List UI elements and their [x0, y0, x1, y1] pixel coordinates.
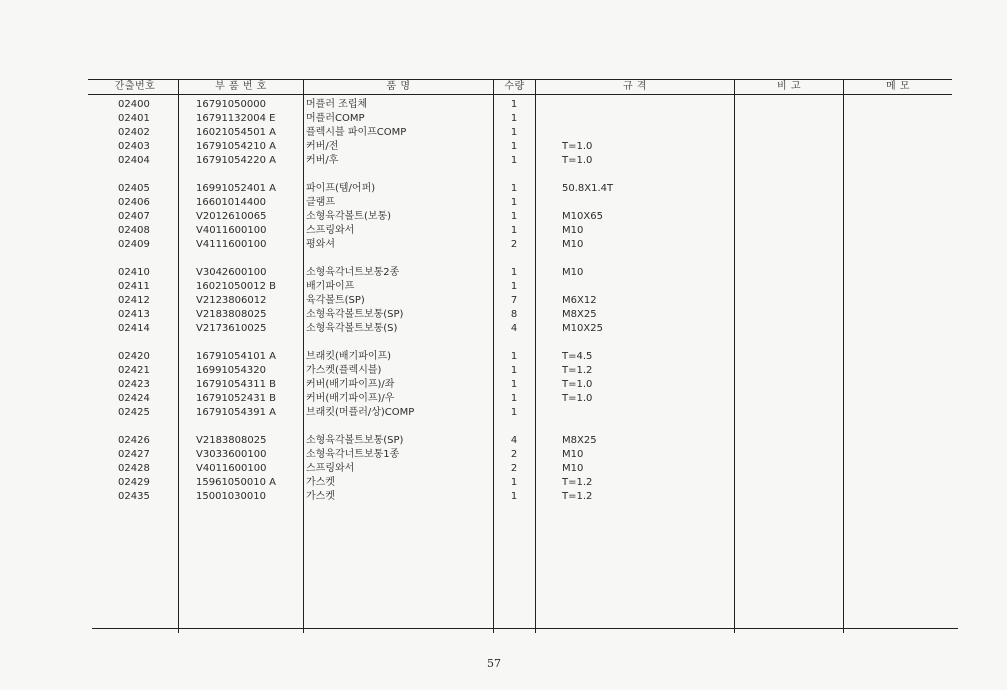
table-bottom-line [92, 628, 958, 629]
cell-code: 02401 [118, 113, 150, 124]
table-row [0, 210, 1007, 224]
cell-part-name: 브래킷(배기파이프) [306, 351, 392, 362]
header-memo: 메 모 [886, 81, 910, 92]
cell-code: 02421 [118, 365, 150, 376]
cell-code: 02426 [118, 435, 150, 446]
header-remark: 비 고 [777, 81, 801, 92]
cell-code: 02424 [118, 393, 150, 404]
cell-spec: T=1.0 [562, 155, 593, 166]
header-spec: 규 격 [623, 81, 647, 92]
cell-quantity: 1 [510, 141, 518, 152]
cell-quantity: 7 [510, 295, 518, 306]
cell-code: 02410 [118, 267, 150, 278]
cell-code: 02435 [118, 491, 150, 502]
cell-code: 02407 [118, 211, 150, 222]
cell-part-number: 16991054320 [196, 365, 266, 376]
header-part-no: 부 품 번 호 [215, 81, 267, 92]
table-row [0, 266, 1007, 280]
cell-spec: M10 [562, 449, 584, 460]
header-bottom-line [88, 94, 952, 95]
cell-quantity: 1 [510, 379, 518, 390]
cell-code: 02423 [118, 379, 150, 390]
cell-spec: T=1.0 [562, 141, 593, 152]
cell-part-name: 커버/전 [306, 141, 339, 152]
cell-spec: T=1.2 [562, 491, 593, 502]
cell-part-name: 플렉시블 파이프COMP [306, 127, 407, 138]
cell-part-number: 16021050012 B [196, 281, 277, 292]
cell-quantity: 1 [510, 225, 518, 236]
cell-part-name: 가스켓 [306, 477, 335, 488]
cell-spec: T=1.2 [562, 477, 593, 488]
table-row [0, 294, 1007, 308]
table-row [0, 98, 1007, 112]
cell-code: 02412 [118, 295, 150, 306]
cell-spec: M10 [562, 463, 584, 474]
table-row [0, 490, 1007, 504]
table-row [0, 308, 1007, 322]
cell-part-number: 16791054101 A [196, 351, 277, 362]
cell-code: 02409 [118, 239, 150, 250]
cell-code: 02406 [118, 197, 150, 208]
cell-part-name: 소형육각볼트보통(SP) [306, 309, 404, 320]
cell-part-number: 16791054210 A [196, 141, 277, 152]
cell-quantity: 2 [510, 463, 518, 474]
cell-quantity: 2 [510, 239, 518, 250]
page-number: 57 [487, 657, 501, 670]
cell-spec: M10X25 [562, 323, 603, 334]
cell-part-name: 스프링와서 [306, 225, 355, 236]
header-name: 품 명 [386, 81, 411, 92]
cell-part-number: V4011600100 [196, 463, 267, 474]
cell-code: 02429 [118, 477, 150, 488]
cell-spec: T=1.2 [562, 365, 593, 376]
cell-part-number: 16791132004 E [196, 113, 276, 124]
table-row [0, 350, 1007, 364]
table-row [0, 476, 1007, 490]
table-row [0, 448, 1007, 462]
cell-code: 02425 [118, 407, 150, 418]
cell-part-number: V4011600100 [196, 225, 267, 236]
cell-code: 02427 [118, 449, 150, 460]
table-row [0, 462, 1007, 476]
cell-part-number: 15961050010 A [196, 477, 277, 488]
cell-part-name: 커버/후 [306, 155, 339, 166]
cell-part-name: 육각볼트(SP) [306, 295, 365, 306]
cell-quantity: 1 [510, 211, 518, 222]
cell-part-number: V2183808025 [196, 435, 267, 446]
cell-code: 02402 [118, 127, 150, 138]
cell-part-name: 소형육각볼트보통(SP) [306, 435, 404, 446]
table-row [0, 140, 1007, 154]
cell-spec: M10X65 [562, 211, 603, 222]
cell-quantity: 1 [510, 113, 518, 124]
cell-spec: M10 [562, 267, 584, 278]
table-row [0, 364, 1007, 378]
cell-quantity: 1 [510, 491, 518, 502]
cell-part-name: 파이프(템/어퍼) [306, 183, 376, 194]
cell-spec: 50.8X1.4T [562, 183, 614, 194]
table-row [0, 378, 1007, 392]
cell-quantity: 1 [510, 99, 518, 110]
cell-part-number: V2183808025 [196, 309, 267, 320]
cell-part-number: 16991052401 A [196, 183, 277, 194]
cell-quantity: 8 [510, 309, 518, 320]
table-row [0, 392, 1007, 406]
cell-part-number: V2123806012 [196, 295, 267, 306]
cell-part-number: 16791052431 B [196, 393, 277, 404]
cell-code: 02428 [118, 463, 150, 474]
cell-code: 02405 [118, 183, 150, 194]
cell-part-number: 16791054391 A [196, 407, 277, 418]
cell-spec: M10 [562, 239, 584, 250]
cell-spec: T=1.0 [562, 393, 593, 404]
cell-code: 02403 [118, 141, 150, 152]
cell-code: 02420 [118, 351, 150, 362]
cell-part-name: 브래킷(머플러/상)COMP [306, 407, 415, 418]
cell-quantity: 1 [510, 183, 518, 194]
cell-part-name: 소형육각볼트보통(S) [306, 323, 398, 334]
table-row [0, 112, 1007, 126]
cell-part-name: 커버(배기파이프)/우 [306, 393, 395, 404]
cell-quantity: 1 [510, 351, 518, 362]
cell-part-name: 클램프 [306, 197, 335, 208]
cell-spec: M8X25 [562, 309, 597, 320]
table-row [0, 224, 1007, 238]
cell-part-name: 커버(배기파이프)/좌 [306, 379, 395, 390]
cell-quantity: 1 [510, 407, 518, 418]
cell-part-name: 머플러 조립체 [306, 99, 368, 110]
cell-quantity: 1 [510, 477, 518, 488]
header-qty: 수량 [504, 81, 525, 92]
cell-quantity: 4 [510, 323, 518, 334]
cell-part-name: 소형육각너트보통1종 [306, 449, 400, 460]
cell-part-number: 16791050000 [196, 99, 266, 110]
cell-part-number: V4111600100 [196, 239, 267, 250]
cell-spec: T=1.0 [562, 379, 593, 390]
cell-part-name: 소형육각너트보통2종 [306, 267, 400, 278]
cell-part-number: 16601014400 [196, 197, 266, 208]
cell-spec: T=4.5 [562, 351, 593, 362]
table-row [0, 280, 1007, 294]
cell-quantity: 1 [510, 281, 518, 292]
table-row [0, 434, 1007, 448]
cell-quantity: 2 [510, 449, 518, 460]
cell-part-number: V2173610025 [196, 323, 267, 334]
cell-part-number: V2012610065 [196, 211, 267, 222]
table-row [0, 182, 1007, 196]
cell-part-name: 평와셔 [306, 239, 335, 250]
cell-part-name: 소형육각볼트(보통) [306, 211, 392, 222]
cell-quantity: 1 [510, 155, 518, 166]
cell-code: 02411 [118, 281, 150, 292]
cell-spec: M6X12 [562, 295, 597, 306]
cell-quantity: 4 [510, 435, 518, 446]
table-row [0, 154, 1007, 168]
cell-code: 02408 [118, 225, 150, 236]
cell-quantity: 1 [510, 267, 518, 278]
cell-part-name: 머플러COMP [306, 113, 365, 124]
cell-spec: M10 [562, 225, 584, 236]
table-row [0, 196, 1007, 210]
cell-part-number: V3033600100 [196, 449, 267, 460]
table-row [0, 322, 1007, 336]
table-row [0, 406, 1007, 420]
header-code: 간출번호 [114, 81, 156, 92]
table-row [0, 238, 1007, 252]
cell-part-number: 16021054501 A [196, 127, 277, 138]
cell-part-name: 가스켓(플렉시블) [306, 365, 382, 376]
cell-quantity: 1 [510, 197, 518, 208]
cell-spec: M8X25 [562, 435, 597, 446]
cell-part-number: 16791054311 B [196, 379, 277, 390]
cell-code: 02400 [118, 99, 150, 110]
cell-code: 02414 [118, 323, 150, 334]
cell-part-number: 16791054220 A [196, 155, 277, 166]
cell-code: 02413 [118, 309, 150, 320]
cell-part-number: V3042600100 [196, 267, 267, 278]
cell-quantity: 1 [510, 365, 518, 376]
cell-quantity: 1 [510, 127, 518, 138]
cell-part-name: 가스켓 [306, 491, 335, 502]
cell-quantity: 1 [510, 393, 518, 404]
cell-part-name: 배기파이프 [306, 281, 355, 292]
cell-part-name: 스프링와서 [306, 463, 355, 474]
cell-code: 02404 [118, 155, 150, 166]
table-row [0, 126, 1007, 140]
cell-part-number: 15001030010 [196, 491, 266, 502]
